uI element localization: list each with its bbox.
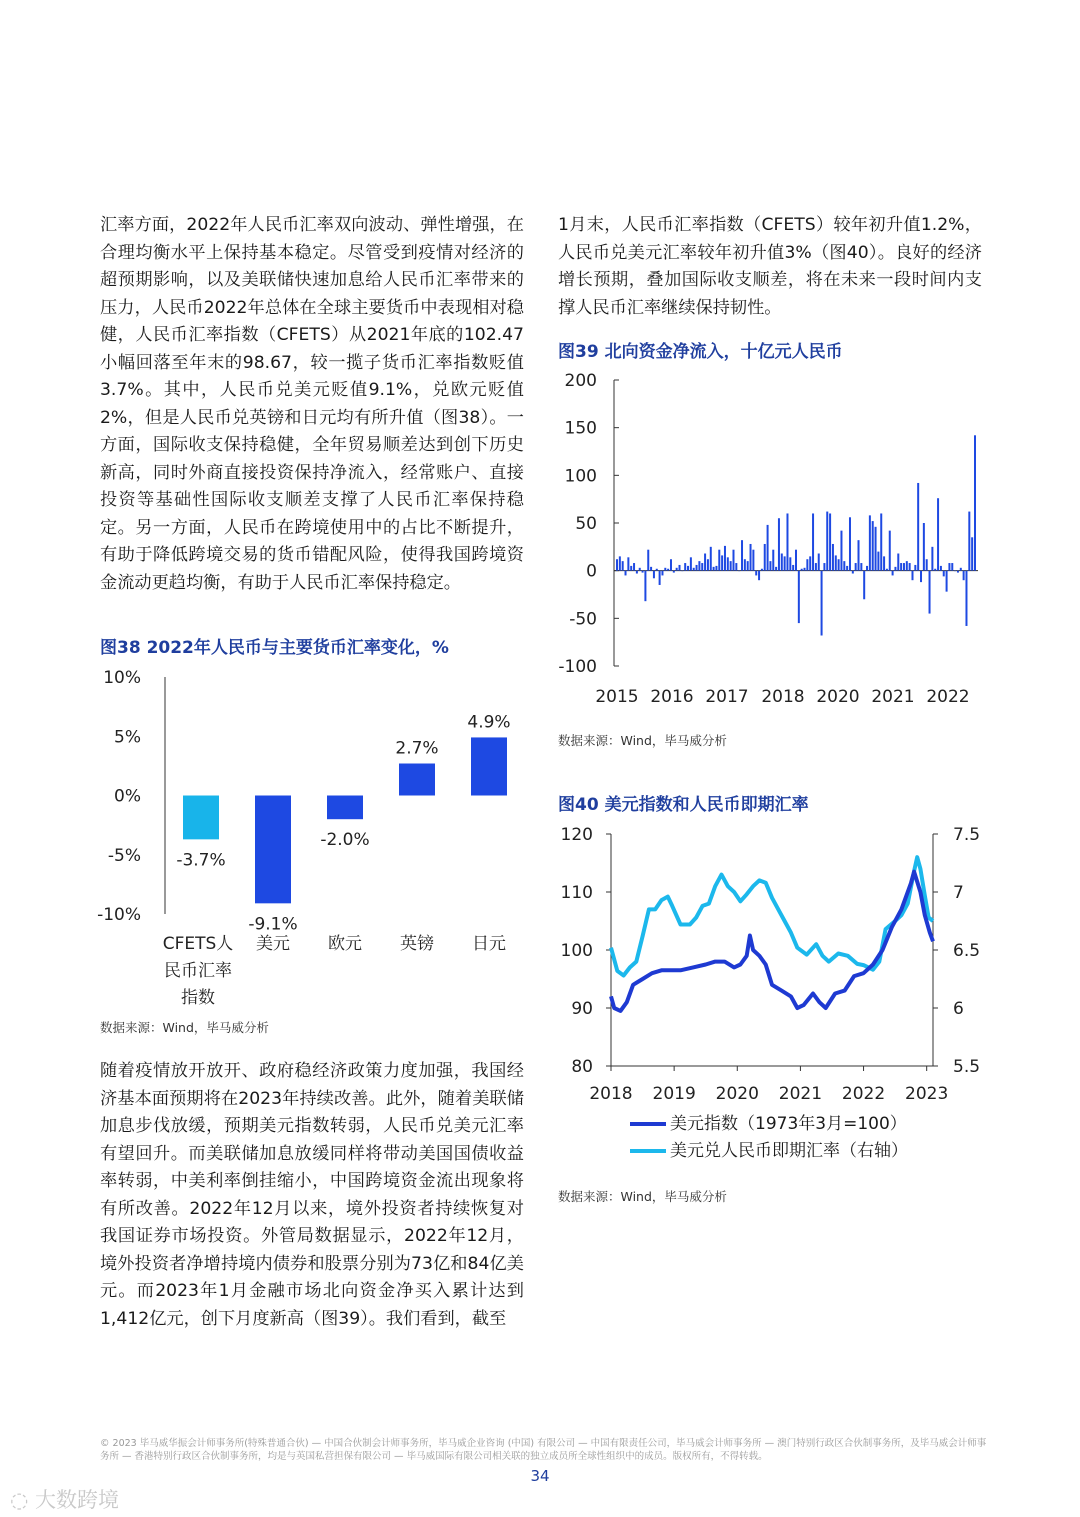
bar: [838, 559, 840, 570]
bar: [818, 554, 820, 571]
bar: [843, 561, 845, 571]
bar: [906, 561, 908, 571]
bar: [823, 563, 825, 571]
bar: [650, 567, 652, 571]
x-tick-label: 2020: [715, 1084, 759, 1104]
bar: [764, 544, 766, 571]
bar: [647, 550, 649, 571]
bar: [875, 527, 877, 571]
bar: [698, 561, 700, 571]
bar: [883, 556, 885, 570]
bar: [767, 525, 769, 571]
bar: [616, 559, 618, 570]
body-paragraph-jan-appreciation: 1月末，人民币汇率指数（CFETS）较年初升值1.2%，人民币兑美元汇率较年初升值3%（图40）。良好的经济增长预期，叠加国际收支顺差，将在未来一段时间内支撑人民币汇率继续保持韧性。: [558, 215, 982, 318]
bar: [750, 544, 752, 571]
right-tick-label: 5.5: [953, 1057, 981, 1077]
right-tick-label: 7.5: [953, 825, 981, 845]
bar: [866, 566, 868, 571]
y-tick-label: -5%: [107, 845, 141, 866]
data-label: 2.7%: [395, 738, 439, 759]
watermark-icon: ◌: [10, 1488, 35, 1512]
left-tick-label: 90: [571, 999, 593, 1019]
bar: [946, 571, 948, 592]
bar: [627, 557, 629, 570]
x-tick-label: 2018: [761, 687, 805, 707]
bar: [849, 517, 851, 570]
bar: [718, 550, 720, 571]
footer-disclaimer: © 2023 毕马威华振会计师事务所(特殊普通合伙) — 中国合伙制会计师事务所，毕马威企业咨询 (中国) 有限公司 — 中国有限责任公司，毕马威会计师事务所 — 澳门特别行政区合伙制事务所，及毕马威会计师事务所 — 香港特别行政区合伙制事务所，均是与英国私营担保有限公司 — 毕马威国际有限公司相关联的独立成员所全球性组织中的成员。版权所有，不得转载。: [100, 1438, 987, 1462]
bar: [934, 569, 936, 571]
bar: [772, 550, 774, 571]
bar: [792, 565, 794, 571]
x-tick-label: 美元: [256, 934, 290, 954]
right-tick-label: 6.5: [953, 941, 981, 961]
x-tick-label: 民币汇率: [164, 961, 232, 981]
bar: [727, 557, 729, 570]
data-label: -3.7%: [176, 850, 226, 871]
bar: [684, 563, 686, 571]
bar: [644, 571, 646, 602]
y-tick-label: 100: [564, 466, 597, 487]
y-tick-label: 5%: [114, 727, 141, 748]
figure-38-chart: [95, 662, 535, 1014]
legend-swatch-dollar-index: [630, 1122, 666, 1126]
bar: [889, 531, 891, 571]
bar: [804, 568, 806, 571]
bar-4: [399, 764, 435, 796]
bar: [724, 546, 726, 571]
bar: [917, 483, 919, 571]
bar: [872, 521, 874, 571]
bar: [769, 561, 771, 571]
y-tick-label: 150: [564, 418, 597, 439]
bar: [701, 563, 703, 571]
bar: [832, 544, 834, 571]
bar: [681, 571, 683, 572]
bar: [622, 561, 624, 571]
bar: [661, 571, 663, 576]
data-label: -2.0%: [320, 830, 370, 851]
legend-label-dollar-index: 美元指数（1973年3月=100）: [670, 1114, 907, 1134]
bar: [738, 571, 740, 572]
figure-39-chart: [555, 366, 985, 716]
legend-label-usdcny: 美元兑人民币即期汇率（右轴）: [670, 1141, 908, 1161]
x-tick-label: 2023: [905, 1084, 949, 1104]
bar: [693, 568, 695, 571]
left-tick-label: 80: [571, 1057, 593, 1077]
watermark-text: 大数跨境: [35, 1488, 119, 1512]
bar: [778, 518, 780, 570]
bar: [656, 569, 658, 571]
bar: [965, 571, 967, 626]
bar: [679, 565, 681, 571]
bar: [911, 571, 913, 581]
x-tick-label: 2022: [926, 687, 970, 707]
bar: [963, 571, 965, 581]
y-tick-label: 10%: [103, 668, 141, 688]
bar: [664, 568, 666, 571]
left-tick-label: 120: [560, 825, 593, 845]
bar: [900, 563, 902, 571]
bar: [903, 563, 905, 571]
bar: [960, 568, 962, 571]
bar: [789, 557, 791, 570]
bar: [948, 563, 950, 571]
bar: [957, 571, 959, 573]
x-tick-label: 2022: [841, 1084, 886, 1104]
bar: [636, 571, 638, 574]
data-label: 4.9%: [467, 712, 511, 733]
bar: [880, 513, 882, 570]
bar: [633, 563, 635, 571]
y-tick-label: 200: [564, 371, 597, 391]
bar: [852, 571, 854, 574]
x-tick-label: 日元: [472, 934, 506, 954]
data-label: -9.1%: [248, 914, 298, 935]
y-tick-label: 0: [586, 561, 597, 582]
bar: [713, 567, 715, 571]
figure-39-source: 数据来源：Wind，毕马威分析: [558, 733, 727, 748]
x-tick-label: 2015: [595, 687, 639, 707]
bar: [687, 566, 689, 571]
bar: [937, 498, 939, 570]
bar: [710, 547, 712, 571]
left-tick-label: 100: [560, 941, 593, 961]
bar: [696, 565, 698, 571]
bar: [673, 571, 675, 573]
watermark: [10, 1484, 119, 1514]
bar: [835, 555, 837, 570]
x-tick-label: 2021: [871, 687, 915, 707]
bar: [752, 550, 754, 571]
bar: [781, 554, 783, 571]
bar: [931, 547, 933, 571]
bar: [755, 571, 757, 576]
bar: [707, 559, 709, 570]
bar: [670, 559, 672, 570]
bar-3: [327, 796, 363, 820]
bar-5: [471, 737, 507, 795]
figure-38-source: 数据来源：Wind，毕马威分析: [100, 1020, 269, 1035]
bar: [886, 569, 888, 571]
bar: [704, 554, 706, 571]
bar: [775, 567, 777, 571]
x-tick-label: 2020: [816, 687, 860, 707]
bar: [926, 559, 928, 570]
bar: [951, 563, 953, 571]
bar: [826, 512, 828, 571]
bar: [741, 540, 743, 571]
bar: [761, 569, 763, 571]
bar: [909, 563, 911, 571]
bar: [894, 567, 896, 571]
bar: [625, 571, 627, 576]
x-tick-label: 2021: [778, 1084, 823, 1104]
bar: [815, 563, 817, 571]
legend-swatch-usdcny: [630, 1149, 666, 1153]
x-tick-label: 2019: [652, 1084, 696, 1104]
bar: [954, 571, 956, 572]
bar: [897, 554, 899, 571]
page-number: 34: [530, 1467, 550, 1485]
bar: [653, 571, 655, 579]
body-paragraph-exchange-rate: 汇率方面，2022年人民币汇率双向波动、弹性增强，在合理均衡水平上保持基本稳定。尽管受到疫情对经济的超预期影响，以及美联储快速加息给人民币汇率带来的压力，人民币2022年总体在全球主要货币中表现相对稳健，人民币汇率指数（CFETS）从2021年底的102.47小幅回落至年末的98.67，较一揽子货币汇率指数贬值3.7%。其中，人民币兑美元贬值9.1%，兑欧元贬值2%，但是人民币兑英镑和日元均有所升值（图38）。一方面，国际收支保持稳健，全年贸易顺差达到创下历史新高，同时外商直接投资保持净流入，经常账户、直接投资等基础性国际收支顺差支撑了人民币汇率保持稳定。另一方面，人民币在跨境使用中的占比不断提升，有助于降低跨境交易的货币错配风险，使得我国跨境资金流动更趋均衡，有助于人民币汇率保持稳定。: [100, 215, 524, 593]
bar: [735, 563, 737, 571]
bar: [801, 569, 803, 571]
bar: [929, 571, 931, 614]
bar: [855, 563, 857, 571]
bar: [914, 565, 916, 571]
bar: [676, 568, 678, 571]
legend-item-dollar-index: [630, 1109, 907, 1134]
bar: [630, 566, 632, 571]
x-tick-label: 英镑: [400, 934, 434, 954]
bar: [943, 571, 945, 577]
x-tick-label: 指数: [181, 988, 215, 1008]
bar: [858, 540, 860, 571]
bar: [821, 571, 823, 636]
bar-2: [255, 796, 291, 904]
y-tick-label: -100: [558, 657, 597, 677]
bar: [730, 561, 732, 571]
body-paragraph-outlook: 随着疫情放开放开、政府稳经济政策力度加强，我国经济基本面预期将在2023年持续改善。此外，随着美联储加息步伐放缓，预期美元指数转弱，人民币兑美元汇率有望回升。而美联储加息放缓同样将带动美国国债收益率转弱，中美利率倒挂缩小，中国跨境资金流出现象将有所改善。2022年12月以来，境外投资者持续恢复对我国证券市场投资。外管局数据显示，2022年12月，境外投资者净增持境内债券和股票分别为73亿和84亿美元。而2023年1月金融市场北向资金净买入累计达到1,412亿元，创下月度新高（图39）。我们看到，截至: [100, 1061, 524, 1329]
bar: [940, 566, 942, 571]
x-tick-label: 2018: [589, 1084, 633, 1104]
figure-39-title: 图39 北向资金净流入，十亿元人民币: [558, 342, 843, 362]
bar: [892, 571, 894, 576]
bar: [863, 571, 865, 600]
bar: [784, 556, 786, 570]
bar: [974, 435, 976, 570]
left-tick-label: 110: [560, 883, 593, 903]
figure-40-chart: [555, 820, 995, 1110]
bar-1: [183, 796, 219, 840]
bar: [786, 513, 788, 570]
bar: [667, 569, 669, 571]
y-tick-label: -50: [569, 609, 597, 630]
figure-38-title: 图38 2022年人民币与主要货币汇率变化，%: [100, 638, 449, 658]
bar: [732, 550, 734, 571]
bar: [829, 513, 831, 570]
bar: [747, 561, 749, 571]
bar: [744, 559, 746, 570]
bar: [812, 513, 814, 570]
figure-40-source: 数据来源：Wind，毕马威分析: [558, 1189, 727, 1204]
bar: [809, 556, 811, 570]
bar: [721, 555, 723, 570]
series-line-dollar-index: [611, 872, 933, 1011]
bar: [840, 531, 842, 571]
bar: [715, 566, 717, 571]
bar: [869, 515, 871, 570]
x-tick-label: CFETS人: [162, 934, 234, 954]
bar: [860, 563, 862, 571]
bar: [971, 537, 973, 570]
x-tick-label: 2017: [705, 687, 749, 707]
x-tick-label: 欧元: [328, 934, 362, 954]
right-tick-label: 7: [953, 883, 964, 903]
bar: [795, 550, 797, 571]
figure-40-title: 图40 美元指数和人民币即期汇率: [558, 795, 809, 815]
bar: [642, 571, 644, 573]
y-tick-label: -10%: [97, 905, 141, 925]
bar: [690, 557, 692, 570]
y-tick-label: 50: [575, 514, 597, 534]
series-line-usdcny: [611, 857, 933, 975]
bar: [758, 571, 760, 581]
bar: [639, 568, 641, 571]
bar: [968, 512, 970, 571]
bar: [798, 571, 800, 623]
legend-item-usdcny: [630, 1136, 908, 1161]
bar: [877, 552, 879, 571]
x-tick-label: 2016: [650, 687, 694, 707]
right-tick-label: 6: [953, 999, 964, 1019]
bar: [619, 556, 621, 570]
bar: [846, 566, 848, 571]
bar: [923, 523, 925, 571]
bar: [659, 571, 661, 585]
bar: [806, 559, 808, 570]
bar: [920, 571, 922, 582]
y-tick-label: 0%: [114, 786, 141, 807]
